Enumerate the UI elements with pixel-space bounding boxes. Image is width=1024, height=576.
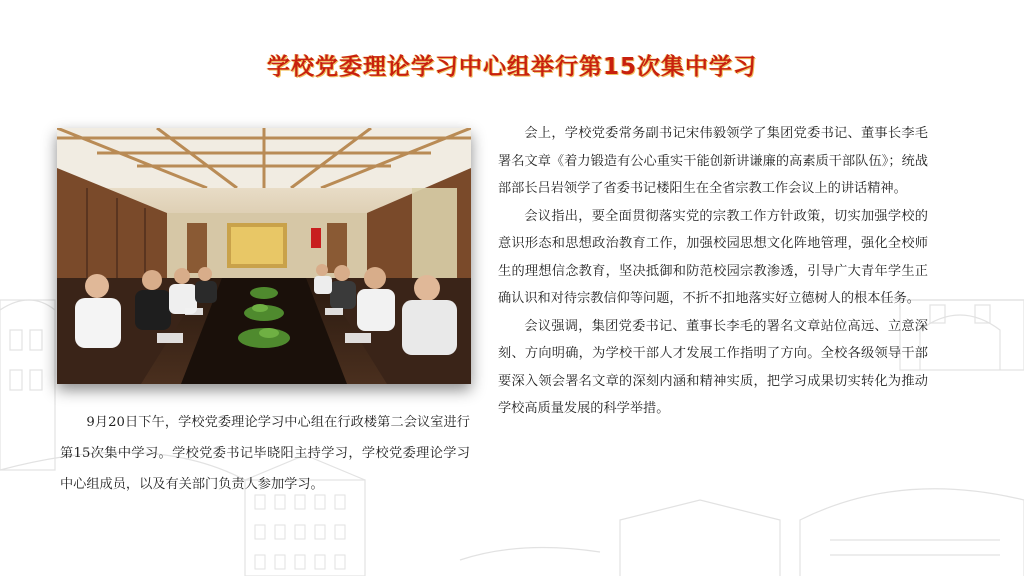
- paragraph-1: 会上，学校党委常务副书记宋伟毅领学了集团党委书记、董事长李毛署名文章《着力锻造有公心重实干能创新讲谦廉的高素质干部队伍》；统战部部长吕岩领学了省委书记楼阳生在全省宗教工作会议上的讲话精神。: [498, 126, 928, 196]
- meeting-room-illustration: [57, 128, 471, 384]
- caption-text: 9月20日下午，学校党委理论学习中心组在行政楼第二会议室进行第15次集中学习。学校党委书记毕晓阳主持学习，学校党委理论学习中心组成员，以及有关部门负责人参加学习。: [60, 415, 470, 492]
- paragraph-2: 会议指出，要全面贯彻落实党的宗教工作方针政策，切实加强学校的意识形态和思想政治教育工作，加强校园思想文化阵地管理，强化全校师生的理想信念教育，坚决抵御和防范校园宗教渗透，引导广大青年学生正确认识和对待宗教信仰等问题，不折不扣地落实好立德树人的根本任务。: [498, 208, 928, 306]
- paragraph-3: 会议强调，集团党委书记、董事长李毛的署名文章站位高远、立意深刻、方向明确，为学校干部人才发展工作指明了方向。全校各级领导干部要深入领会署名文章的深刻内涵和精神实质，把学习成果切实转化为推动学校高质量发展的科学举措。: [498, 318, 928, 416]
- meeting-photo: [57, 128, 471, 384]
- photo-caption: [60, 407, 470, 500]
- page-title: 学校党委理论学习中心组举行第15次集中学习: [266, 54, 757, 80]
- article-body: [498, 120, 928, 423]
